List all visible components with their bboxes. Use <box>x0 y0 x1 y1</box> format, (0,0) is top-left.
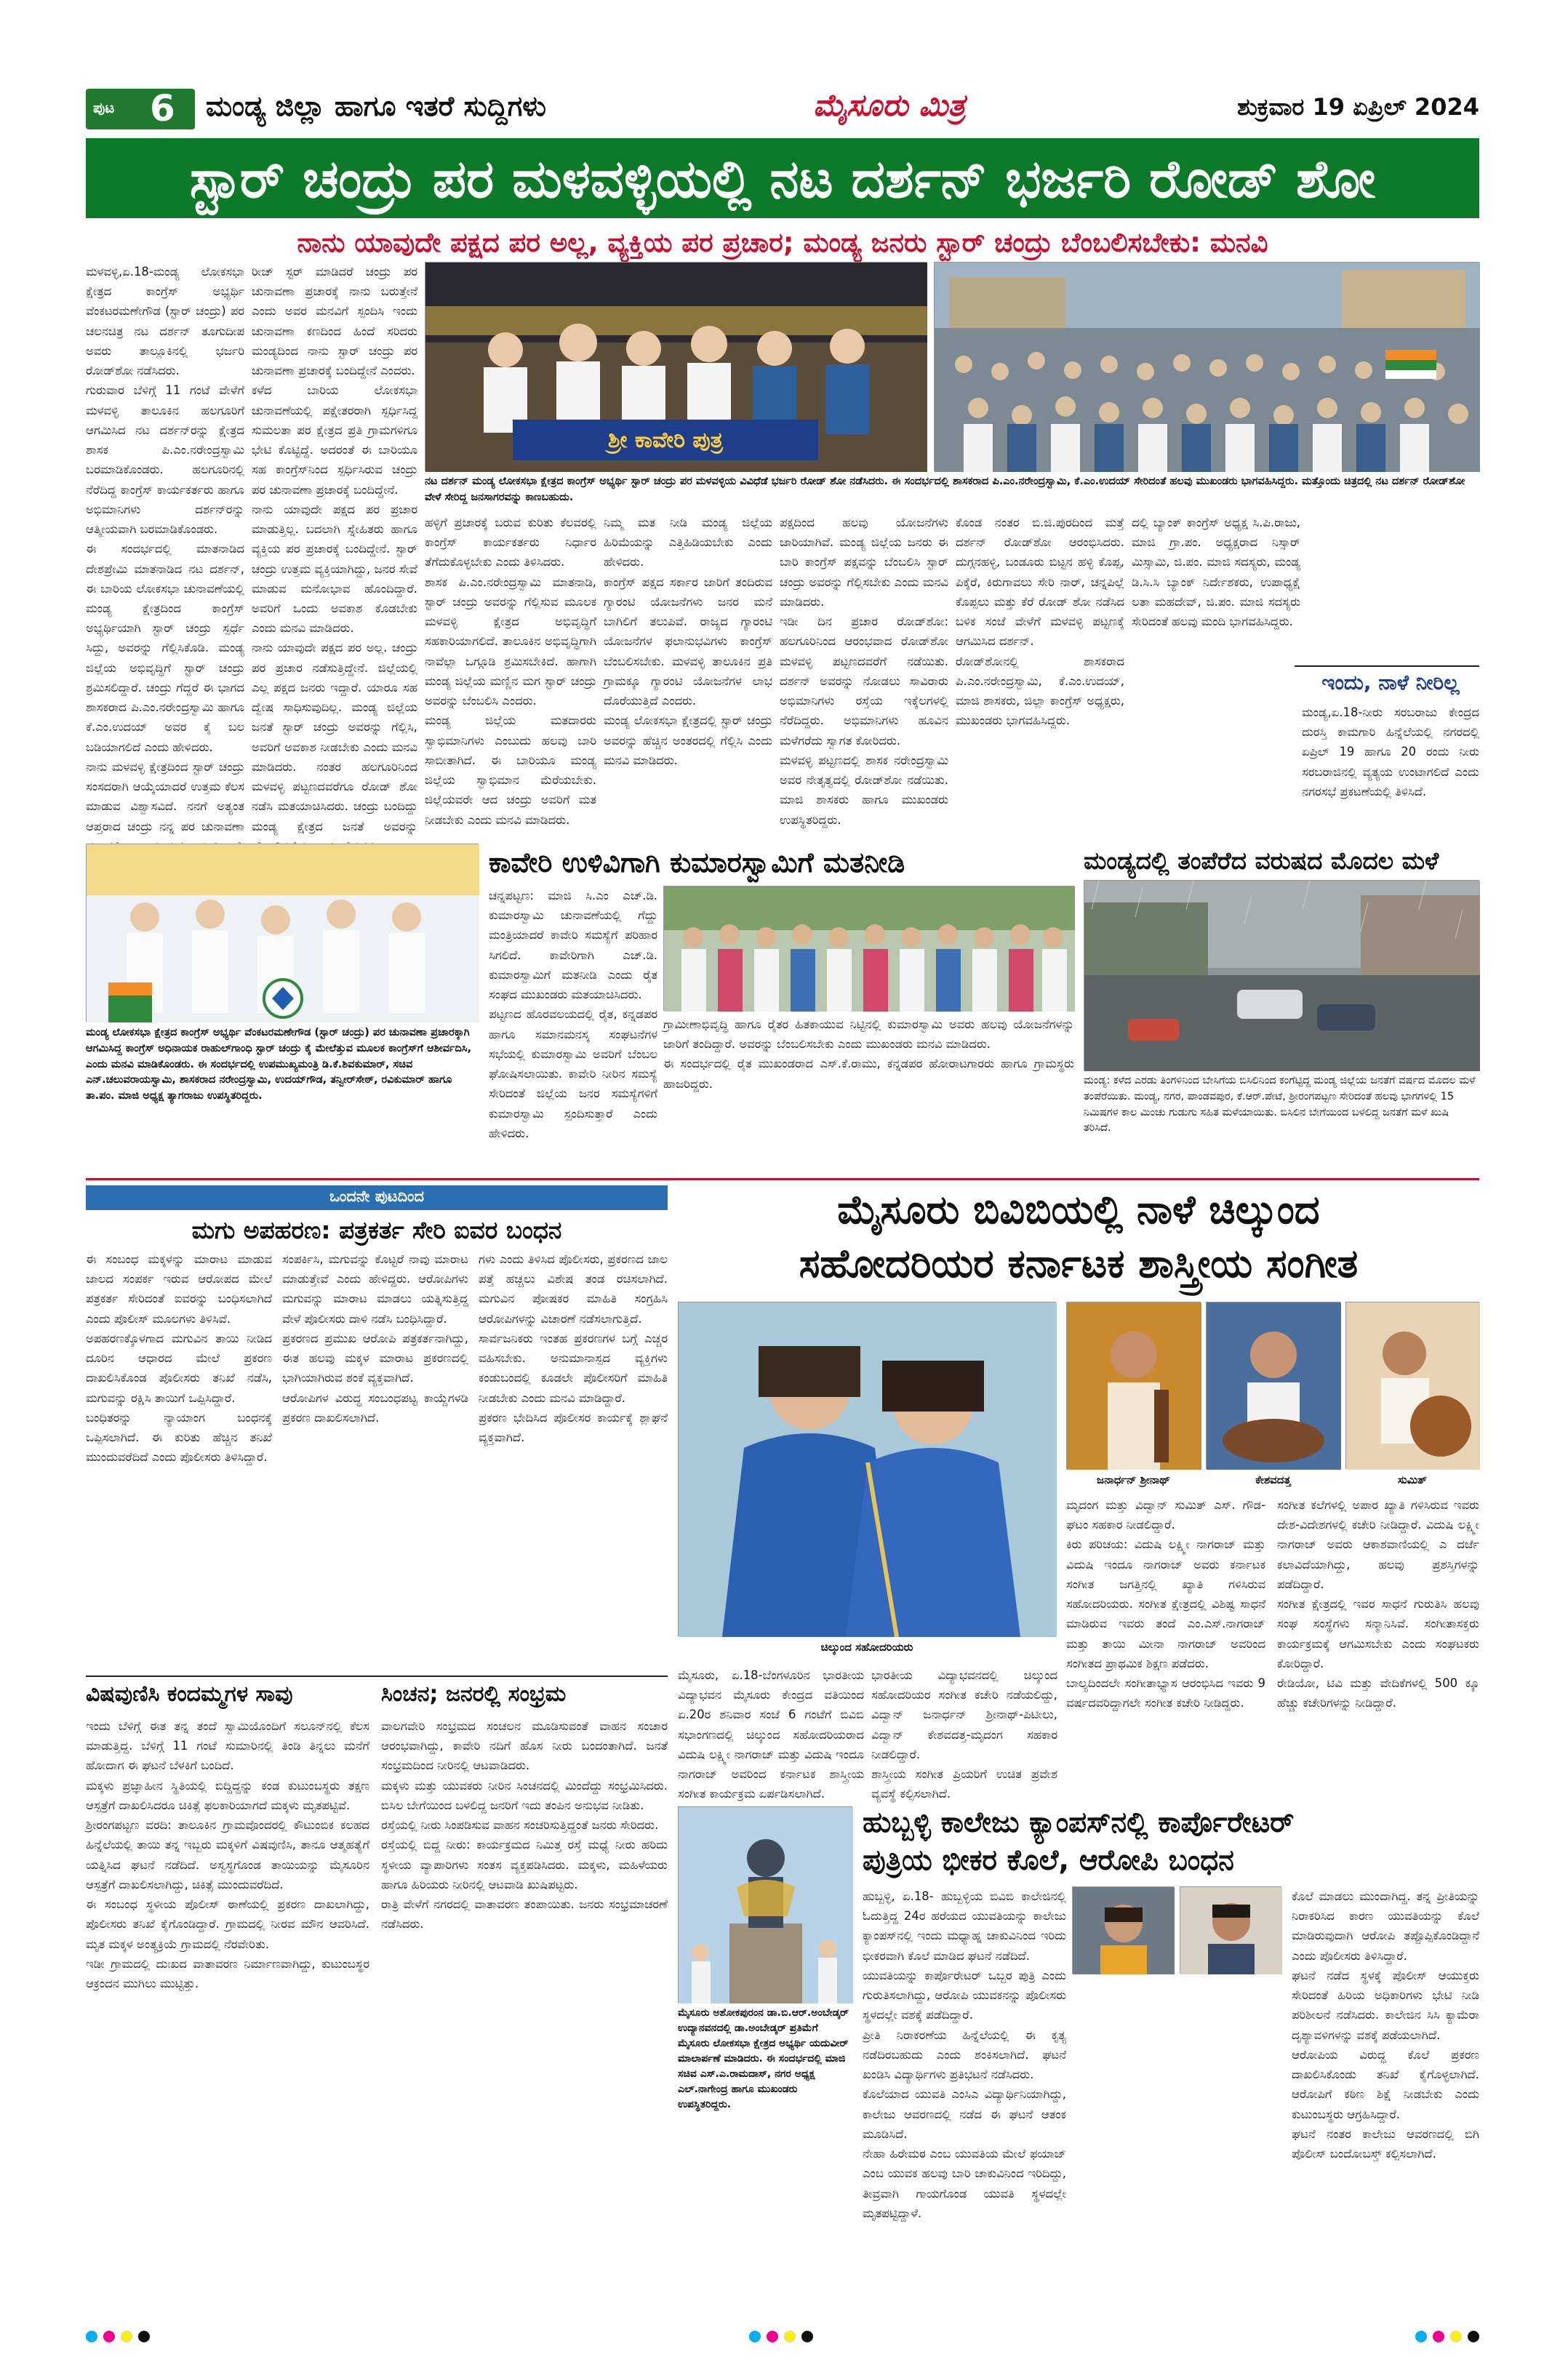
concert-column-1: ಮೃದಂಗ ಮತ್ತು ವಿದ್ವಾನ್ ಸುಮಿತ್ ಎಸ್. ಗೌಡ-ಘಟಂ ಸಹಕಾರ ನೀಡಲಿದ್ದಾರೆ. ಕಿರು ಪರಿಚಯ: ವಿದುಷಿ ಲಕ್ಷ್ಮೀ ನಾಗರಾಜ್ ಮತ್ತು ವಿದುಷಿ ಇಂದೂ ನಾಗರಾಜ್ ಅವರು ಕರ್ನಾಟಕ ಸಂಗೀತ ಜಗತ್ತಿನಲ್ಲಿ ಖ್ಯಾತಿ ಗಳಿಸಿರುವ ಸಹೋದರಿಯರು. ಸಂಗೀತ ಕ್ಷೇತ್ರದಲ್ಲಿ ವಿಶಿಷ್ಟ ಸಾಧನೆ ಮಾಡಿರುವ ಇವರು ತಂದೆ ಎಂ.ಎಸ್.ನಾಗರಾಜ್ ಮತ್ತು ತಾಯಿ ಮೀನಾ ನಾಗರಾಜ್ ಅವರಿಂದ ಸಂಗೀತದ ಪ್ರಾಥಮಿಕ ಶಿಕ್ಷಣ ಪಡೆದರು. ಬಾಲ್ಯದಿಂದಲೇ ಸಂಗೀತಾಭ್ಯಾಸ ಆರಂಭಿಸಿದ ಇವರು 9 ವರ್ಷದವರಿದ್ದಾಗಲೇ ಸಂಗೀತ ಕಚೇರಿ ನೀಡಿದ್ದರು. <box>1066 1498 1265 1710</box>
lead-column-2: ರೀಚ್ ಸ್ಟರ್ ಮಾಡಿದರೆ ಚಂದ್ರು ಪರ ಚುನಾವಣಾ ಪ್ರಚಾರಕ್ಕೆ ನಾನು ಬರುತ್ತೇನೆ ಎಂದು ಅವರ ಮನವಿಗೆ ಸ್ಪಂದಿಸಿ ಇಂದು ಚುನಾವಣಾ ಕಣದಿಂದ ಹಿಂದೆ ಸರಿದರು ಮಂಡ್ಯದಿಂದ ನಾನು ಸ್ಟಾರ್ ಚಂದ್ರು ಪರ ಚುನಾವಣಾ ಪ್ರಚಾರಕ್ಕೆ ಬಂದಿದ್ದೇನೆ ಎಂದರು. ಕಳೆದ ಬಾರಿಯ ಲೋಕಸಭಾ ಚುನಾವಣೆಯಲ್ಲಿ ಪಕ್ಷೇತರರಾಗಿ ಸ್ಪರ್ಧಿಸಿದ್ದ ಸುಮಲತಾ ಪರ ಕ್ಷೇತ್ರದ ಪ್ರತಿ ಗ್ರಾಮಗಳಿಗೂ ಭೇಟಿ ಕೊಟ್ಟಿದ್ದೆ. ಅದರಂತೆ ಈ ಬಾರಿಯೂ ಸಹ ಕಾಂಗ್ರೆಸ್‌ನಿಂದ ಸ್ಪರ್ಧಿಸಿರುವ ಚಂದ್ರು ಪರ ಚುನಾವಣಾ ಪ್ರಚಾರಕ್ಕೆ ಬಂದಿದ್ದೇನೆ. ನಾನು ಯಾವುದೇ ಪಕ್ಷದ ಪರ ಪ್ರಚಾರ ಮಾಡುತ್ತಿಲ್ಲ. ಬದಲಾಗಿ ಸ್ನೇಹಿತರು ಹಾಗೂ ವ್ಯಕ್ತಿಯ ಪರ ಪ್ರಚಾರಕ್ಕೆ ಬಂದಿದ್ದೇನೆ. ಸ್ಟಾರ್ ಚಂದ್ರು ಉತ್ತಮ ವ್ಯಕ್ತಿಯಾಗಿದ್ದು, ಜನರ ಸೇವೆ ಮಾಡುವ ಮನೋಭಾವ ಹೊಂದಿದ್ದಾರೆ. ಅವರಿಗೆ ಒಂದು ಅವಕಾಶ ಕೊಡಬೇಕು ಎಂದು ಮನವಿ ಮಾಡಿದರು. ನಾನು ಯಾವುದೇ ಪಕ್ಷದ ಪರ ಅಲ್ಲ. ಚಂದ್ರು ಪರ ಪ್ರಚಾರ ನಡೆಸುತ್ತಿದ್ದೇನೆ. ಜಿಲ್ಲೆಯಲ್ಲಿ ಎಲ್ಲ ಪಕ್ಷದ ಜನರು ಇದ್ದಾರೆ. ಯಾರೂ ಸಹ ದ್ವೇಷ ಸಾಧಿಸುವುದಿಲ್ಲ. ಮಂಡ್ಯ ಜಿಲ್ಲೆಯ ಜನತೆ ಸ್ಟಾರ್ ಚಂದ್ರು ಅವರನ್ನು ಗೆಲ್ಲಿಸಿ, ಅವರಿಗೆ ಅವಕಾಶ ನೀಡಬೇಕು ಎಂದು ಮನವಿ ಮಾಡಿದರು. ನಂತರ ಹಲಗೂರಿನಿಂದ ಮಳವಳ್ಳಿ ಪಟ್ಟಣದವರೆಗೂ ರೋಡ್ ಶೋ ನಡೆಸಿ ಮತಯಾಚಿಸಿದರು. ಚಂದ್ರು ಬಂದಿದ್ದು ಮಂಡ್ಯ ಕ್ಷೇತ್ರದ ಜನತೆ ಅವರನ್ನು <box>252 265 417 833</box>
artist-2-photo <box>1206 1302 1340 1469</box>
road-show-stage-photo <box>425 262 927 471</box>
statue-image <box>679 1807 853 2003</box>
lead-column-5: ಪಕ್ಷದಿಂದ ಹಲವು ಯೋಜನೆಗಳು ಜಾರಿಯಾಗಿವೆ. ಮಂಡ್ಯ ಜಿಲ್ಲೆಯ ಜನರು ಈ ಬಾರಿ ಕಾಂಗ್ರೆಸ್ ಪಕ್ಷವನ್ನು ಬೆಂಬಲಿಸಿ ಸ್ಟಾರ್ ಚಂದ್ರು ಅವರನ್ನು ಗೆಲ್ಲಿಸಬೇಕು ಎಂದು ಮನವಿ ಮಾಡಿದರು. ಇಡೀ ದಿನ ಪ್ರಚಾರ ರೋಡ್‌ಶೋ: ಹಲಗೂರಿನಿಂದ ಆರಂಭವಾದ ರೋಡ್‌ಶೋ ಮಳವಳ್ಳಿ ಪಟ್ಟಣದವರೆಗೆ ನಡೆಯಿತು. ದರ್ಶನ್ ಅವರನ್ನು ನೋಡಲು ಸಾವಿರಾರು ಅಭಿಮಾನಿಗಳು ರಸ್ತೆಯ ಇಕ್ಕೆಲಗಳಲ್ಲಿ ನೆರೆದಿದ್ದರು. ಅಭಿಮಾನಿಗಳು ಹೂವಿನ ಮಳೆಗರೆದು ಸ್ವಾಗತ ಕೋರಿದರು. ಮಳವಳ್ಳಿ ಪಟ್ಟಣದಲ್ಲಿ ಶಾಸಕ ನರೇಂದ್ರಸ್ವಾಮಿ ಅವರ ನೇತೃತ್ವದಲ್ಲಿ ರೋಡ್‌ಶೋ ನಡೆಯಿತು. ಮಾಜಿ ಶಾಸಕರು ಹಾಗೂ ಮುಖಂಡರು ಉಪಸ್ಥಿತರಿದ್ದರು. <box>780 516 948 827</box>
artist-1-name: ಜನಾರ್ಧನ್ ಶ್ರೀನಾಥ್ <box>1097 1473 1170 1486</box>
kaveri-body: ಚನ್ನಪಟ್ಟಣ: ಮಾಜಿ ಸಿ.ಎಂ ಎಚ್.ಡಿ. ಕುಮಾರಸ್ವಾಮಿ ಚುನಾವಣೆಯಲ್ಲಿ ಗೆದ್ದು ಮಂತ್ರಿಯಾದರೆ ಕಾವೇರಿ ಸಮಸ್ಯೆಗೆ ಪರಿಹಾರ ಸಿಗಲಿದೆ. ಕಾವೇರಿಗಾಗಿ ಎಚ್.ಡಿ. ಕುಮಾರಸ್ವಾಮಿಗೆ ಮತನೀಡಿ ಎಂದು ರೈತ ಸಂಘದ ಮುಖಂಡರು ಮತಯಾಚಿಸಿದರು. ಪಟ್ಟಣದ ಹೊರವಲಯದಲ್ಲಿ ರೈತ, ಕನ್ನಡಪರ ಹಾಗೂ ಸಮಾನಮನಸ್ಕ ಸಂಘಟನೆಗಳ ಸಭೆಯಲ್ಲಿ ಕುಮಾರಸ್ವಾಮಿ ಅವರಿಗೆ ಬೆಂಬಲ ಘೋಷಿಸಲಾಯಿತು. ಕಾವೇರಿ ನೀರಿನ ಸಮಸ್ಯೆ ಸೇರಿದಂತೆ ಜಿಲ್ಲೆಯ ಜನರ ಸಮಸ್ಯೆಗಳಿಗೆ ಕುಮಾರಸ್ವಾಮಿ ಸ್ಪಂದಿಸುತ್ತಾರೆ ಎಂದು ಹೇಳಿದರು. <box>489 889 657 1140</box>
page-number: 6 <box>150 87 175 129</box>
rally-photo <box>86 844 479 1022</box>
victim-image <box>1073 1887 1175 1974</box>
murder-column-2: ಕೊಲೆ ಮಾಡಲು ಮುಂದಾಗಿದ್ದ. ತನ್ನ ಪ್ರೀತಿಯನ್ನು ನಿರಾಕರಿಸಿದ ಕಾರಣ ಯುವತಿಯನ್ನು ಕೊಲೆ ಮಾಡಿರುವುದಾಗಿ ಆರೋಪಿ ತಪ್ಪೊಪ್ಪಿಕೊಂಡಿದ್ದಾನೆ ಎಂದು ಪೊಲೀಸರು ತಿಳಿಸಿದ್ದಾರೆ. ಘಟನೆ ನಡೆದ ಸ್ಥಳಕ್ಕೆ ಪೊಲೀಸ್ ಆಯುಕ್ತರು ಸೇರಿದಂತೆ ಹಿರಿಯ ಅಧಿಕಾರಿಗಳು ಭೇಟಿ ನೀಡಿ ಪರಿಶೀಲನೆ ನಡೆಸಿದರು. ಕಾಲೇಜಿನ ಸಿಸಿ ಕ್ಯಾಮೆರಾ ದೃಶ್ಯಾವಳಿಗಳನ್ನು ವಶಕ್ಕೆ ಪಡೆಯಲಾಗಿದೆ. ಆರೋಪಿಯ ವಿರುದ್ಧ ಕೊಲೆ ಪ್ರಕರಣ ದಾಖಲಿಸಿಕೊಂಡು ತನಿಖೆ ಕೈಗೊಳ್ಳಲಾಗಿದೆ. ಆರೋಪಿಗೆ ಕಠಿಣ ಶಿಕ್ಷೆ ನೀಡಬೇಕು ಎಂದು ಕುಟುಂಬಸ್ಥರು ಆಗ್ರಹಿಸಿದ್ದಾರೆ. ಘಟನೆ ನಂತರ ಕಾಲೇಜು ಆವರಣದಲ್ಲಿ ಬಿಗಿ ಪೊಲೀಸ್ ಬಂದೋಬಸ್ತ್ ಕಲ್ಪಿಸಲಾಗಿದೆ. <box>1292 1889 1479 2161</box>
kaveri-photo <box>663 886 1074 1011</box>
page-badge <box>86 89 195 129</box>
rain-headline: ಮಂಡ್ಯದಲ್ಲಿ ತಂಪೆರೆದ ವರುಷದ ಮೊದಲ ಮಳೆ <box>1084 846 1439 875</box>
concert-column-3: ಮೈಸೂರು, ಏ.18-ಬೆಂಗಳೂರಿನ ಭಾರತೀಯ ವಿದ್ಯಾಭವನ ಮೈಸೂರು ಕೇಂದ್ರದ ವತಿಯಿಂದ ಏ.20ರ ಶನಿವಾರ ಸಂಜೆ 6 ಗಂಟೆಗೆ ಬಿವಿಬಿ ಸಭಾಂಗಣದಲ್ಲಿ ಚಿಲ್ಕುಂದ ಸಹೋದರಿಯರಾದ ವಿದುಷಿ ಲಕ್ಷ್ಮೀ ನಾಗರಾಜ್ ಮತ್ತು ವಿದುಷಿ ಇಂದೂ ನಾಗರಾಜ್ ಅವರಿಂದ ಕರ್ನಾಟಕ ಶಾಸ್ತ್ರೀಯ ಸಂಗೀತ ಕಾರ್ಯಕ್ರಮ ಏರ್ಪಡಿಸಲಾಗಿದೆ. <box>678 1668 864 1801</box>
accused-photo <box>1180 1886 1281 1974</box>
murder-column-1b <box>1072 1978 1283 2294</box>
sisters-photo <box>678 1302 1056 1636</box>
lead-column-7: ದಲ್ಲಿ ಬ್ಯಾಂಕ್ ಕಾಂಗ್ರೆಸ್ ಅಧ್ಯಕ್ಷ ಸಿ.ಪಿ.ರಾಜು, ಮಾಜಿ ಗ್ರಾ.ಪಂ. ಅಧ್ಯಕ್ಷರಾದ ನಿಸ್ಸಾರ್ ಮಿಸ್ಸಾಮಿ, ಜಿ.ಪಂ. ಮಾಜಿ ಸದಸ್ಯರು, ಮಂಡ್ಯ ಡಿ.ಸಿ.ಸಿ ಬ್ಯಾಂಕ್ ನಿರ್ದೇಶಕರು, ಉಪಾಧ್ಯಕ್ಷೆ ಲತಾ ಮಹದೇವ್, ಜಿ.ಪಂ. ಮಾಜಿ ಸದಸ್ಯರು ಸೇರಿದಂತೆ ಹಲವು ಮಂದಿ ಭಾಗವಹಿಸಿದ್ದರು. <box>1132 516 1300 629</box>
lead-column-8 <box>1308 513 1479 658</box>
sisters-caption: ಚಿಲ್ಕುಂದ ಸಹೋದರಿಯರು <box>820 1641 913 1654</box>
kaveri-headline: ಕಾವೇರಿ ಉಳಿವಿಗಾಗಿ ಕುಮಾರಸ್ವಾಮಿಗೆ ಮತನೀಡಿ <box>489 846 905 878</box>
murder-headline-2: ಪುತ್ರಿಯ ಭೀಕರ ಕೊಲೆ, ಆರೋಪಿ ಬಂಧನ <box>863 1844 1234 1877</box>
lead-photo-caption: ನಟ ದರ್ಶನ್ ಮಂಡ್ಯ ಲೋಕಸಭಾ ಕ್ಷೇತ್ರದ ಕಾಂಗ್ರೆಸ್ ಅಭ್ಯರ್ಥಿ ಸ್ಟಾರ್ ಚಂದ್ರು ಪರ ಮಳವಳ್ಳಿಯ ವಿವಿಧೆಡೆ ಭರ್ಜರಿ ರೋಡ್ ಶೋ ನಡೆಸಿದರು. ಈ ಸಂದರ್ಭದಲ್ಲಿ ಶಾಸಕರಾದ ಪಿ.ಎಂ.ನರೇಂದ್ರಸ್ವಾಮಿ, ಕೆ.ಎಂ.ಉದಯ್ ಸೇರಿದಂತೆ ಹಲವು ಮುಖಂಡರು ಭಾಗವಹಿಸಿದ್ದರು. ಮತ್ತೊಂದು ಚಿತ್ರದಲ್ಲಿ ನಟ ದರ್ಶನ್ ರೋಡ್‌ಶೋ ವೇಳೆ ಸೇರಿದ್ದ ಜನಸಾಗರವನ್ನು ಕಾಣಬಹುದು. <box>425 476 1465 503</box>
kidnap-headline: ಮಗು ಅಪಹರಣ: ಪತ್ರಕರ್ತ ಸೇರಿ ಐವರ ಬಂಧನ <box>191 1216 562 1244</box>
water-notice-body: ಮಂಡ್ಯ,ಏ.18-ನೀರು ಸರಬರಾಜು ಕೇಂದ್ರದ ದುರಸ್ತಿ ಕಾಮಗಾರಿ ಹಿನ್ನೆಲೆಯಲ್ಲಿ ನಗರದಲ್ಲಿ ಏಪ್ರಿಲ್ 19 ಹಾಗೂ 20 ರಂದು ನೀರು ಸರಬರಾಜಿನಲ್ಲಿ ವ್ಯತ್ಯಯ ಉಂಟಾಗಲಿದೆ ಎಂದು ನಗರಸಭೆ ಪ್ರಕಟಣೆಯಲ್ಲಿ ತಿಳಿಸಿದೆ. <box>1302 705 1479 798</box>
lower-left-rule <box>86 1676 668 1677</box>
lead-column-6: ಕೊಂಡ ನಂತರ ಬಿ.ಜಿ.ಪುರದಿಂದ ಮತ್ತೆ ದರ್ಶನ್ ರೋಡ್‌ಶೋ ಆರಂಭಿಸಿದರು. ದುಗ್ಗನಹಳ್ಳಿ, ಬಂಡೂರು ಬಿಟ್ಟನ ಹಳ್ಳಿ ಕೊಪ್ಪ, ಪಿಕ್ಕೆರೆ, ಕಿರುಗಾವಲು ಸೇರಿ ನಾರ್, ಚನ್ನಪಿಲ್ಲೆ ಕೊಪ್ಪಲು ಮತ್ತು ಕೆರೆ ರೋಡ್ ಶೋ ನಡೆಸಿದ ಬಳಿಕ ಸಂಜೆ ವೇಳೆಗೆ ಮಳವಳ್ಳಿ ಪಟ್ಟಣಕ್ಕೆ ಆಗಮಿಸಿದ ದರ್ಶನ್. ರೋಡ್‌ಶೋನಲ್ಲಿ ಶಾಸಕರಾದ ಪಿ.ಎಂ.ನರೇಂದ್ರಸ್ವಾಮಿ, ಕೆ.ಎಂ.ಉದಯ್, ಮಾಜಿ ಶಾಸಕರು, ಜಿಲ್ಲಾ ಕಾಂಗ್ರೆಸ್ ಅಧ್ಯಕ್ಷರು, ಮುಖಂಡರು ಭಾಗವಹಿಸಿದ್ದರು. <box>956 516 1124 728</box>
concert-headline-1: ಮೈಸೂರು ಬಿವಿಬಿಯಲ್ಲಿ ನಾಳೆ ಚಿಲ್ಕುಂದ <box>837 1187 1320 1233</box>
artist-3-image <box>1346 1302 1480 1470</box>
kidnap-column-2: ಸಂಪರ್ಕಿಸಿ, ಮಗುವನ್ನು ಕೊಟ್ಟರೆ ನಾವು ಮಾರಾಟ ಮಾಡುತ್ತೇವೆ ಎಂದು ಹೇಳಿದ್ದರು. ಆರೋಪಿಗಳು ಮಗುವನ್ನು ಮಾರಾಟ ಮಾಡಲು ಯತ್ನಿಸುತ್ತಿದ್ದ ವೇಳೆ ಪೊಲೀಸರು ದಾಳಿ ನಡೆಸಿ ಬಂಧಿಸಿದ್ದಾರೆ. ಪ್ರಕರಣದ ಪ್ರಮುಖ ಆರೋಪಿ ಪತ್ರಕರ್ತನಾಗಿದ್ದು, ಈತ ಹಲವು ಮಕ್ಕಳ ಮಾರಾಟ ಪ್ರಕರಣದಲ್ಲಿ ಭಾಗಿಯಾಗಿರುವ ಶಂಕೆ ವ್ಯಕ್ತವಾಗಿದೆ. ಆರೋಪಿಗಳ ವಿರುದ್ಧ ಸಂಬಂಧಪಟ್ಟ ಕಾಯ್ದೆಗಳಡಿ ಪ್ರಕರಣ ದಾಖಲಿಸಲಾಗಿದೆ. <box>282 1252 468 1425</box>
victim-photo <box>1072 1886 1174 1974</box>
kaveri-body-2: ಗ್ರಾಮೀಣಾಭಿವೃದ್ಧಿ ಹಾಗೂ ರೈತರ ಹಿತಕಾಯುವ ನಿಟ್ಟಿನಲ್ಲಿ ಕುಮಾರಸ್ವಾಮಿ ಅವರು ಹಲವು ಯೋಜನೆಗಳನ್ನು ಜಾರಿಗೆ ತಂದಿದ್ದಾರೆ. ಅವರನ್ನು ಬೆಂಬಲಿಸಬೇಕು ಎಂದು ಮುಖಂಡರು ಮನವಿ ಮಾಡಿದರು. ಈ ಸಂದರ್ಭದಲ್ಲಿ ರೈತ ಮುಖಂಡರಾದ ಎಸ್.ಕೆ.ರಾಮು, ಕನ್ನಡಪರ ಹೋರಾಟಗಾರರು ಹಾಗೂ ಗ್ರಾಮಸ್ಥರು ಹಾಜರಿದ್ದರು. <box>663 1017 1074 1091</box>
kidnap-column-1: ಈ ಸಂಬಂಧ ಮಕ್ಕಳನ್ನು ಮಾರಾಟ ಮಾಡುವ ಜಾಲದ ಸಂಪರ್ಕ ಇರುವ ಆರೋಪದ ಮೇಲೆ ಪತ್ರಕರ್ತ ಸೇರಿದಂತೆ ಐವರನ್ನು ಬಂಧಿಸಲಾಗಿದೆ ಎಂದು ಪೊಲೀಸ್ ಮೂಲಗಳು ತಿಳಿಸಿವೆ. ಅಪಹರಣಕ್ಕೊಳಗಾದ ಮಗುವಿನ ತಾಯಿ ನೀಡಿದ ದೂರಿನ ಆಧಾರದ ಮೇಲೆ ಪ್ರಕರಣ ದಾಖಲಿಸಿಕೊಂಡ ಪೊಲೀಸರು ತನಿಖೆ ನಡೆಸಿ, ಮಗುವನ್ನು ರಕ್ಷಿಸಿ ತಾಯಿಗೆ ಒಪ್ಪಿಸಿದ್ದಾರೆ. ಬಂಧಿತರನ್ನು ನ್ಯಾಯಾಂಗ ಬಂಧನಕ್ಕೆ ಒಪ್ಪಿಸಲಾಗಿದೆ. ಈ ಕುರಿತು ಹೆಚ್ಚಿನ ತನಿಖೆ ಮುಂದುವರೆದಿದೆ ಎಂದು ಪೊಲೀಸರು ತಿಳಿಸಿದ್ದಾರೆ. <box>86 1252 272 1465</box>
artist-3-photo <box>1345 1302 1479 1469</box>
death-headline: ವಿಷವುಣಿಸಿ ಕಂದಮ್ಮಗಳ ಸಾವು <box>86 1681 293 1707</box>
water-notice-rule <box>1295 665 1479 667</box>
masthead: ಮೈಸೂರು ಮಿತ್ರ <box>813 87 966 123</box>
rally-image <box>87 844 479 1022</box>
continued-banner <box>86 1185 668 1210</box>
lead-headline: ಸ್ಟಾರ್ ಚಂದ್ರು ಪರ ಮಳವಳ್ಳಿಯಲ್ಲಿ ನಟ ದರ್ಶನ್ ಭರ್ಜರಿ ರೋಡ್ ಶೋ <box>189 148 1376 209</box>
artist-1-image <box>1067 1302 1201 1470</box>
lead-subheadline: ನಾನು ಯಾವುದೇ ಪಕ್ಷದ ಪರ ಅಲ್ಲ, ವ್ಯಕ್ತಿಯ ಪರ ಪ್ರಚಾರ; ಮಂಡ್ಯ ಜನರು ಸ್ಟಾರ್ ಚಂದ್ರು ಬೆಂಬಲಿಸಬೇಕು: ಮನವಿ <box>297 227 1268 258</box>
page-header <box>86 87 1479 131</box>
section-divider <box>86 1178 1479 1180</box>
spray-body: ವಾಲಗವೇರಿ ಸಂಭ್ರಮದ ಸಂಚಲನ ಮೂಡಿಸುವಂತೆ ವಾಹನ ಸಂಚಾರ ಆರಂಭವಾಗಿದ್ದು, ಕಾವೇರಿ ನದಿಗೆ ಹೊಸ ನೀರು ಬಂದಂತಾಗಿದೆ. ಜನತೆ ಸಂಭ್ರಮದಿಂದ ನೀರಿನಲ್ಲಿ ಆಟವಾಡಿದರು. ಮಕ್ಕಳು ಮತ್ತು ಯುವಕರು ನೀರಿನ ಸಿಂಚನದಲ್ಲಿ ಮಿಂದೆದ್ದು ಸಂಭ್ರಮಿಸಿದರು. ಬಿಸಿಲ ಬೇಗೆಯಿಂದ ಬಳಲಿದ್ದ ಜನರಿಗೆ ಇದು ತಂಪಿನ ಅನುಭವ ನೀಡಿತು. ರಸ್ತೆಯಲ್ಲಿ ನೀರು ಸಿಂಪಡಿಸುವ ವಾಹನ ಸಂಚರಿಸುತ್ತಿದ್ದಂತೆ ಜನರು ಸೇರಿದರು. ರಸ್ತೆಯಲ್ಲಿ ಬಿದ್ದ ನೀರು: ಕಾರ್ಯಕ್ರಮದ ನಿಮಿತ್ತ ರಸ್ತೆ ಮಧ್ಯೆ ನೀರು ಹರಿದು ಸ್ಥಳೀಯ ವ್ಯಾಪಾರಿಗಳು ಸಂತಸ ವ್ಯಕ್ತಪಡಿಸಿದರು. ಮಕ್ಕಳು, ಮಹಿಳೆಯರು ಹಾಗೂ ಹಿರಿಯರು ನೀರಿನಲ್ಲಿ ಆಟವಾಡಿ ಖುಷಿಪಟ್ಟರು. ರಾತ್ರಿ ವೇಳೆಗೆ ನಗರದಲ್ಲಿ ವಾತಾವರಣ ತಂಪಾಯಿತು. ಜನರು ಸಂಭ್ರಮಾಚರಣೆ ನಡೆಸಿದರು. <box>381 1719 668 1931</box>
spray-headline: ಸಿಂಚನ; ಜನರಲ್ಲಿ ಸಂಭ್ರಮ <box>381 1681 567 1707</box>
section-title: ಮಂಡ್ಯ ಜಿಲ್ಲಾ ಹಾಗೂ ಇತರೆ ಸುದ್ದಿಗಳು <box>206 90 546 122</box>
concert-column-2: ಸಂಗೀತ ಕಲೆಗಳಲ್ಲಿ ಅಪಾರ ಖ್ಯಾತಿ ಗಳಿಸಿರುವ ಇವರು ದೇಶ-ವಿದೇಶಗಳಲ್ಲಿ ಕಚೇರಿ ನೀಡಿದ್ದಾರೆ. ವಿದುಷಿ ಲಕ್ಷ್ಮೀ ನಾಗರಾಜ್ ಅವರು ಆಕಾಶವಾಣಿಯಲ್ಲಿ ಎ ದರ್ಜೆ ಕಲಾವಿದೆಯಾಗಿದ್ದು, ಹಲವು ಪ್ರಶಸ್ತಿಗಳನ್ನು ಪಡೆದಿದ್ದಾರೆ. ಸಂಗೀತ ಕ್ಷೇತ್ರದಲ್ಲಿ ಇವರ ಸಾಧನೆ ಗುರುತಿಸಿ ಹಲವು ಸಂಘ ಸಂಸ್ಥೆಗಳು ಸನ್ಮಾನಿಸಿವೆ. ಸಂಗೀತಾಸಕ್ತರು ಕಾರ್ಯಕ್ರಮಕ್ಕೆ ಆಗಮಿಸಬೇಕು ಎಂದು ಸಂಘಟಕರು ಕೋರಿದ್ದಾರೆ. ರೇಡಿಯೋ, ಟಿವಿ ಮತ್ತು ವೇದಿಕೆಗಳಲ್ಲಿ 500 ಕ್ಕೂ ಹೆಚ್ಚು ಕಚೇರಿಗಳನ್ನು ನೀಡಿದ್ದಾರೆ. <box>1277 1498 1479 1710</box>
murder-column-1: ಹುಬ್ಬಳ್ಳಿ, ಏ.18- ಹುಬ್ಬಳ್ಳಿಯ ಬಿವಿಬಿ ಕಾಲೇಜಿನಲ್ಲಿ ಓದುತ್ತಿದ್ದ 24ರ ಹರೆಯದ ಯುವತಿಯನ್ನು ಕಾಲೇಜು ಕ್ಯಾಂಪಸ್‌ನಲ್ಲಿ ಇಂದು ಮಧ್ಯಾಹ್ನ ಚಾಕುವಿನಿಂದ ಇರಿದು ಭೀಕರವಾಗಿ ಕೊಲೆ ಮಾಡಿದ ಘಟನೆ ನಡೆದಿದೆ. ಯುವತಿಯನ್ನು ಕಾರ್ಪೊರೇಟರ್ ಒಬ್ಬರ ಪುತ್ರಿ ಎಂದು ಗುರುತಿಸಲಾಗಿದ್ದು, ಆರೋಪಿ ಯುವಕನನ್ನು ಪೊಲೀಸರು ಸ್ಥಳದಲ್ಲೇ ವಶಕ್ಕೆ ಪಡೆದಿದ್ದಾರೆ. ಪ್ರೀತಿ ನಿರಾಕರಣೆಯ ಹಿನ್ನೆಲೆಯಲ್ಲಿ ಈ ಕೃತ್ಯ ನಡೆದಿರಬಹುದು ಎಂದು ಶಂಕಿಸಲಾಗಿದೆ. ಘಟನೆ ಖಂಡಿಸಿ ವಿದ್ಯಾರ್ಥಿಗಳು ಪ್ರತಿಭಟನೆ ನಡೆಸಿದರು. ಕೊಲೆಯಾದ ಯುವತಿ ಎಂಸಿಎ ವಿದ್ಯಾರ್ಥಿನಿಯಾಗಿದ್ದು, ಕಾಲೇಜು ಆವರಣದಲ್ಲಿ ನಡೆದ ಈ ಘಟನೆ ಆತಂಕ ಮೂಡಿಸಿದೆ. ನೇಹಾ ಹಿರೇಮಠ ಎಂಬ ಯುವತಿಯ ಮೇಲೆ ಫಯಾಜ್ ಎಂಬ ಯುವಕ ಹಲವು ಬಾರಿ ಚಾಕುವಿನಿಂದ ಇರಿದಿದ್ದು, ತೀವ್ರವಾಗಿ ಗಾಯಗೊಂಡ ಯುವತಿ ಸ್ಥಳದಲ್ಲೇ ಮೃತಪಟ್ಟಿದ್ದಾಳೆ. <box>863 1889 1066 2220</box>
lead-column-3: ಹಳ್ಳಿಗೆ ಪ್ರಚಾರಕ್ಕೆ ಬರುವ ಕುರಿತು ಕೆಲವರಲ್ಲಿ ಕಾಂಗ್ರೆಸ್ ಕಾರ್ಯಕರ್ತರು ನಿರ್ಧಾರ ತೆಗೆದುಕೊಳ್ಳಬೇಕು ಎಂದು ತಿಳಿಸಿದರು. ಶಾಸಕ ಪಿ.ಎಂ.ನರೇಂದ್ರಸ್ವಾಮಿ ಮಾತನಾಡಿ, ಸ್ಟಾರ್ ಚಂದ್ರು ಅವರನ್ನು ಗೆಲ್ಲಿಸುವ ಮೂಲಕ ಮಳವಳ್ಳಿ ಕ್ಷೇತ್ರದ ಅಭಿವೃದ್ಧಿಗೆ ಸಹಕಾರಿಯಾಗಲಿದೆ. ತಾಲೂಕಿನ ಅಭಿವೃದ್ಧಿಗಾಗಿ ನಾವೆಲ್ಲಾ ಒಗ್ಗೂಡಿ ಶ್ರಮಿಸಬೇಕಿದೆ. ಹಾಗಾಗಿ ಮಂಡ್ಯ ಜಿಲ್ಲೆಯ ಮಣ್ಣಿನ ಮಗ ಸ್ಟಾರ್ ಚಂದ್ರು ಅವರನ್ನು ಬೆಂಬಲಿಸಿ ಎಂದರು. ಮಂಡ್ಯ ಜಿಲ್ಲೆಯ ಮತದಾರರು ಸ್ವಾಭಿಮಾನಿಗಳು ಎಂಬುದು ಹಲವು ಬಾರಿ ಸಾಬೀತಾಗಿದೆ. ಈ ಬಾರಿಯೂ ಮಂಡ್ಯ ಜಿಲ್ಲೆಯ ಸ್ವಾಭಿಮಾನ ಮೆರೆಯಬೇಕು. ಜಿಲ್ಲೆಯವರೇ ಆದ ಚಂದ್ರು ಅವರಿಗೆ ಮತ ನೀಡಬೇಕು ಎಂದು ಮನವಿ ಮಾಡಿದರು. <box>425 516 596 827</box>
death-body: ಇಂದು ಬೆಳಿಗ್ಗೆ ಈತ ತನ್ನ ತಂದೆ ಸ್ವಾಮಿಯೊಂದಿಗೆ ಸಲೂನ್‌ನಲ್ಲಿ ಕೆಲಸ ಮಾಡುತ್ತಿದ್ದ. ಬೆಳಿಗ್ಗೆ 11 ಗಂಟೆ ಸುಮಾರಿನಲ್ಲಿ ತಿಂಡಿ ತಿನ್ನಲು ಮನೆಗೆ ಹೋದಾಗ ಈ ಘಟನೆ ಬೆಳಕಿಗೆ ಬಂದಿದೆ. ಮಕ್ಕಳು ಪ್ರಜ್ಞಾಹೀನ ಸ್ಥಿತಿಯಲ್ಲಿ ಬಿದ್ದಿದ್ದನ್ನು ಕಂಡ ಕುಟುಂಬಸ್ಥರು ತಕ್ಷಣ ಆಸ್ಪತ್ರೆಗೆ ದಾಖಲಿಸಿದರೂ ಚಿಕಿತ್ಸೆ ಫಲಕಾರಿಯಾಗದೆ ಮಕ್ಕಳು ಮೃತಪಟ್ಟಿವೆ. ಶ್ರೀರಂಗಪಟ್ಟಣ ವರದಿ: ತಾಲೂಕಿನ ಗ್ರಾಮವೊಂದರಲ್ಲಿ ಕೌಟುಂಬಿಕ ಕಲಹದ ಹಿನ್ನೆಲೆಯಲ್ಲಿ ತಾಯಿ ತನ್ನ ಇಬ್ಬರು ಮಕ್ಕಳಿಗೆ ವಿಷವುಣಿಸಿ, ತಾನೂ ಆತ್ಮಹತ್ಯೆಗೆ ಯತ್ನಿಸಿದ ಘಟನೆ ನಡೆದಿದೆ. ಅಸ್ವಸ್ಥಗೊಂಡ ತಾಯಿಯನ್ನು ಮೈಸೂರಿನ ಆಸ್ಪತ್ರೆಗೆ ದಾಖಲಿಸಲಾಗಿದ್ದು, ಚಿಕಿತ್ಸೆ ಮುಂದುವರೆದಿದೆ. ಈ ಸಂಬಂಧ ಸ್ಥಳೀಯ ಪೊಲೀಸ್ ಠಾಣೆಯಲ್ಲಿ ಪ್ರಕರಣ ದಾಖಲಾಗಿದ್ದು, ಪೊಲೀಸರು ತನಿಖೆ ಕೈಗೊಂಡಿದ್ದಾರೆ. ಗ್ರಾಮದಲ್ಲಿ ನೀರವ ಮೌನ ಆವರಿಸಿದೆ. ಮೃತ ಮಕ್ಕಳ ಅಂತ್ಯಕ್ರಿಯೆ ಗ್ರಾಮದಲ್ಲಿ ನೆರವೇರಿತು. ಇಡೀ ಗ್ರಾಮದಲ್ಲಿ ದುಃಖದ ವಾತಾವರಣ ನಿರ್ಮಾಣವಾಗಿದ್ದು, ಕುಟುಂಬಸ್ಥರ ಆಕ್ರಂದನ ಮುಗಿಲು ಮುಟ್ಟಿತ್ತು. <box>86 1719 369 1991</box>
artist-3-name: ಸುಮಿತ್ <box>1398 1473 1427 1486</box>
road-show-crowd-photo <box>934 262 1479 471</box>
artist-2-name: ಕೇಶವದತ್ತ <box>1255 1473 1291 1486</box>
sisters-image <box>679 1302 1057 1637</box>
lead-headline-band <box>86 138 1479 218</box>
rain-photo <box>1084 880 1479 1070</box>
artist-2-image <box>1207 1302 1341 1470</box>
concert-column-4: ಭಾರತೀಯ ವಿದ್ಯಾಭವನದಲ್ಲಿ ಚಿಲ್ಕುಂದ ಸಹೋದರಿಯರ ಸಂಗೀತ ಕಚೇರಿ ನಡೆಯಲಿದ್ದು, ವಿದ್ವಾನ್ ಜನಾರ್ಧನ್ ಶ್ರೀನಾಥ್-ಪಿಟೀಲು, ವಿದ್ವಾನ್ ಕೇಶವದತ್ತ-ಮೃದಂಗ ಸಹಕಾರ ನೀಡಲಿದ್ದಾರೆ. ಶಾಸ್ತ್ರೀಯ ಸಂಗೀತ ಪ್ರಿಯರಿಗೆ ಉಚಿತ ಪ್ರವೇಶ ವ್ಯವಸ್ಥೆ ಕಲ್ಪಿಸಲಾಗಿದೆ. <box>871 1668 1057 1801</box>
issue-date: ಶುಕ್ರವಾರ 19 ಏಪ್ರಿಲ್ 2024 <box>1237 93 1479 121</box>
accused-image <box>1180 1887 1282 1974</box>
water-notice-headline: ಇಂದು, ನಾಳೆ ನೀರಿಲ್ಲ <box>1321 670 1460 694</box>
lead-column-4: ನಿಮ್ಮ ಮತ ನೀಡಿ ಮಂಡ್ಯ ಜಿಲ್ಲೆಯ ಹಿರಿಮೆಯನ್ನು ಎತ್ತಿಹಿಡಿಯಬೇಕು ಎಂದು ಹೇಳಿದರು. ಕಾಂಗ್ರೆಸ್ ಪಕ್ಷದ ಸರ್ಕಾರ ಜಾರಿಗೆ ತಂದಿರುವ ಗ್ಯಾರಂಟಿ ಯೋಜನೆಗಳು ಜನರ ಮನೆ ಬಾಗಿಲಿಗೆ ತಲುಪಿವೆ. ರಾಜ್ಯದ ಗ್ಯಾರಂಟಿ ಯೋಜನೆಗಳ ಫಲಾನುಭವಿಗಳು ಕಾಂಗ್ರೆಸ್ ಬೆಂಬಲಿಸಬೇಕು. ಮಳವಳ್ಳಿ ತಾಲೂಕಿನ ಪ್ರತಿ ಗ್ರಾಮಕ್ಕೂ ಗ್ಯಾರಂಟಿ ಯೋಜನೆಗಳ ಲಾಭ ದೊರೆಯುತ್ತಿದೆ ಎಂದರು. ಮಂಡ್ಯ ಲೋಕಸಭಾ ಕ್ಷೇತ್ರದಲ್ಲಿ ಸ್ಟಾರ್ ಚಂದ್ರು ಅವರನ್ನು ಹೆಚ್ಚಿನ ಅಂತರದಲ್ಲಿ ಗೆಲ್ಲಿಸಿ ಎಂದು ಮನವಿ ಮಾಡಿದರು. <box>604 516 772 767</box>
kaveri-image <box>664 886 1075 1012</box>
rain-caption: ಮಂಡ್ಯ: ಕಳೆದ ಎರಡು ತಿಂಗಳಿನಿಂದ ಬೇಸಿಗೆಯ ಬಿಸಿಲಿನಿಂದ ಕಂಗೆಟ್ಟಿದ್ದ ಮಂಡ್ಯ ಜಿಲ್ಲೆಯ ಜನತೆಗೆ ವರ್ಷದ ಮೊದಲ ಮಳೆ ತಂಪೆರೆಯಿತು. ಮಂಡ್ಯ, ನಗರ, ಪಾಂಡವಪುರ, ಕೆ.ಆರ್.ಪೇಟೆ, ಶ್ರೀರಂಗಪಟ್ಟಣ ಸೇರಿದಂತೆ ಹಲವು ಭಾಗಗಳಲ್ಲಿ 15 ನಿಮಿಷಗಳ ಕಾಲ ಮಿಂಚು ಗುಡುಗು ಸಹಿತ ಮಳೆಯಾಯಿತು. ಬಿಸಿಲಿನ ಬೇಗೆಯಿಂದ ಬಳಲಿದ್ದ ಜನತೆಗೆ ಮಳೆ ಖುಷಿ ತರಿಸಿದೆ. <box>1084 1075 1476 1134</box>
stage-banner-text: ಶ್ರೀ ಕಾವೇರಿ ಪುತ್ರ <box>608 428 723 453</box>
artist-1-photo <box>1066 1302 1201 1469</box>
concert-headline-2: ಸಹೋದರಿಯರ ಕರ್ನಾಟಕ ಶಾಸ್ತ್ರೀಯ ಸಂಗೀತ <box>799 1241 1359 1286</box>
kidnap-column-3: ಗಳು ಎಂದು ತಿಳಿಸಿದ ಪೊಲೀಸರು, ಪ್ರಕರಣದ ಜಾಲ ಪತ್ತೆ ಹಚ್ಚಲು ವಿಶೇಷ ತಂಡ ರಚಿಸಲಾಗಿದೆ. ಮಗುವಿನ ಪೋಷಕರ ಮಾಹಿತಿ ಸಂಗ್ರಹಿಸಿ ಆರೋಪಿಗಳನ್ನು ವಿಚಾರಣೆ ನಡೆಸಲಾಗುತ್ತಿದೆ. ಸಾರ್ವಜನಿಕರು ಇಂತಹ ಪ್ರಕರಣಗಳ ಬಗ್ಗೆ ಎಚ್ಚರ ವಹಿಸಬೇಕು. ಅನುಮಾನಾಸ್ಪದ ವ್ಯಕ್ತಿಗಳು ಕಂಡುಬಂದಲ್ಲಿ ಕೂಡಲೇ ಪೊಲೀಸರಿಗೆ ಮಾಹಿತಿ ನೀಡಬೇಕು ಎಂದು ಮನವಿ ಮಾಡಿದ್ದಾರೆ. ಪ್ರಕರಣ ಭೇದಿಸಿದ ಪೊಲೀಸರ ಕಾರ್ಯಕ್ಕೆ ಶ್ಲಾಘನೆ ವ್ಯಕ್ತವಾಗಿದೆ. <box>479 1252 668 1445</box>
murder-headline-1: ಹುಬ್ಬಳ್ಳಿ ಕಾಲೇಜು ಕ್ಯಾಂಪಸ್‌ನಲ್ಲಿ ಕಾರ್ಪೊರೇಟರ್ <box>863 1806 1295 1839</box>
page-label: ಪುಟ <box>93 99 115 116</box>
statue-photo <box>678 1806 852 2003</box>
rain-image <box>1084 881 1480 1071</box>
statue-caption: ಮೈಸೂರು ಅಶೋಕಪುರಂನ ಡಾ.ಬಿ.ಆರ್.ಅಂಬೇಡ್ಕರ್ ಉದ್ಯಾನವನದಲ್ಲಿ ಡಾ.ಅಂಬೇಡ್ಕರ್ ಪ್ರತಿಮೆಗೆ ಮೈಸೂರು ಲೋಕಸಭಾ ಕ್ಷೇತ್ರದ ಅಭ್ಯರ್ಥಿ ಯದುವೀರ್ ಮಾಲಾರ್ಪಣೆ ಮಾಡಿದರು. ಈ ಸಂದರ್ಭದಲ್ಲಿ ಮಾಜಿ ಸಚಿವ ಎಸ್.ಎ.ರಾಮದಾಸ್, ನಗರ ಅಧ್ಯಕ್ಷ ಎಲ್.ನಾಗೇಂದ್ರ ಹಾಗೂ ಮುಖಂಡರು ಉಪಸ್ಥಿತರಿದ್ದರು. <box>678 2007 849 2110</box>
road-show-stage-image <box>425 263 927 472</box>
road-show-crowd-image <box>935 263 1480 472</box>
lead-column-1: ಮಳವಳ್ಳಿ,ಏ.18-ಮಂಡ್ಯ ಲೋಕಸಭಾ ಕ್ಷೇತ್ರದ ಕಾಂಗ್ರೆಸ್ ಅಭ್ಯರ್ಥಿ ವೆಂಕಟರಮಣೇಗೌಡ (ಸ್ಟಾರ್ ಚಂದ್ರು) ಪರ ಚಲನಚಿತ್ರ ನಟ ದರ್ಶನ್ ತೂಗುದೀಪ ಅವರು ತಾಲ್ಲೂಕಿನಲ್ಲಿ ಭರ್ಜರಿ ರೋಡ್‌ಶೋ ನಡೆಸಿದರು. ಗುರುವಾರ ಬೆಳಿಗ್ಗೆ 11 ಗಂಟೆ ವೇಳೆಗೆ ಮಳವಳ್ಳಿ ತಾಲೂಕಿನ ಹಲಗೂರಿಗೆ ಆಗಮಿಸಿದ ನಟ ದರ್ಶನ್‌ರನ್ನು ಕ್ಷೇತ್ರದ ಶಾಸಕ ಪಿ.ಎಂ.ನರೇಂದ್ರಸ್ವಾಮಿ ಬರಮಾಡಿಕೊಂಡರು. ಹಲಗೂರಿನಲ್ಲಿ ನೆರೆದಿದ್ದ ಕಾಂಗ್ರೆಸ್ ಕಾರ್ಯಕರ್ತರು ಹಾಗೂ ಅಭಿಮಾನಿಗಳು ದರ್ಶನ್‌ರನ್ನು ಆತ್ಮೀಯವಾಗಿ ಬರಮಾಡಿಕೊಂಡರು. ಈ ಸಂದರ್ಭದಲ್ಲಿ ಮಾತನಾಡಿದ ದೇಶಪ್ರೇಮಿ ಮಾತನಾಡಿದ ನಟ ದರ್ಶನ್, ಈ ಬಾರಿಯ ಲೋಕಸಭಾ ಚುನಾವಣೆಯಲ್ಲಿ ಮಂಡ್ಯ ಕ್ಷೇತ್ರದಿಂದ ಕಾಂಗ್ರೆಸ್ ಅಭ್ಯರ್ಥಿಯಾಗಿ ಸ್ಟಾರ್ ಚಂದ್ರು ಸ್ಪರ್ಧೆ ಸಿದ್ದು, ಅವರನ್ನು ಗೆಲ್ಲಿಸಿಕೊಡಿ. ಮಂಡ್ಯ ಜಿಲ್ಲೆಯ ಅಭಿವೃದ್ಧಿಗೆ ಸ್ಟಾರ್ ಚಂದ್ರು ಶ್ರಮಿಸಲಿದ್ದಾರೆ. ಚಂದ್ರು ಗೆದ್ದರೆ ಈ ಭಾಗದ ಶಾಸಕರಾದ ಪಿ.ಎಂ.ನರೇಂದ್ರಸ್ವಾಮಿ ಹಾಗೂ ಕೆ.ಎಂ.ಉದಯ್ ಅವರ ಕೈ ಬಲ ಬಡಿಯಾಗಲಿದೆ ಎಂದು ಹೇಳಿದರು. ನಾನು ಮಳವಳ್ಳಿ ಕ್ಷೇತ್ರದಿಂದ ಸ್ಟಾರ್ ಚಂದ್ರು ಸಂಸದರಾಗಿ ಆಯ್ಕೆಯಾದರೆ ಉತ್ತಮ ಕೆಲಸ ಮಾಡುವ ವಿಶ್ವಾಸವಿದೆ. ನನಗೆ ಅತ್ಯಂತ ಆಪ್ತರಾದ ಚಂದ್ರು ನನ್ನ ಪರ ಚುನಾವಣಾ <box>86 265 244 833</box>
rally-caption: ಮಂಡ್ಯ ಲೋಕಸಭಾ ಕ್ಷೇತ್ರದ ಕಾಂಗ್ರೆಸ್ ಅಭ್ಯರ್ಥಿ ವೆಂಕಟರಮಣೇಗೌಡ (ಸ್ಟಾರ್ ಚಂದ್ರು) ಪರ ಚುನಾವಣಾ ಪ್ರಚಾರಕ್ಕಾಗಿ ಆಗಮಿಸಿದ್ದ ಕಾಂಗ್ರೆಸ್ ಅಧಿನಾಯಕ ರಾಹುಲ್‌ಗಾಂಧಿ ಸ್ಟಾರ್ ಚಂದ್ರು ಕೈ ಮೇಲೆತ್ತುವ ಮೂಲಕ ಕಾಂಗ್ರೆಸ್‌ಗೆ ಆಶೀರ್ವದಿಸಿ, ಎಂದು ಮನವಿ ಮಾಡಿಕೊಂಡರು. ಈ ಸಂದರ್ಭದಲ್ಲಿ ಉಪಮುಖ್ಯಮಂತ್ರಿ ಡಿ.ಕೆ.ಶಿವಕುಮಾರ್, ಸಚಿವ ಎನ್.ಚಲುವರಾಯಸ್ವಾಮಿ, ಶಾಸಕರಾದ ನರೇಂದ್ರಸ್ವಾಮಿ, ಉದಯ್‌ಗೌಡ, ತನ್ವೀರ್‌ಸೇಠ್, ರವಿಕುಮಾರ್ ಹಾಗೂ ತಾ.ಪಂ. ಮಾಜಿ ಅಧ್ಯಕ್ಷ ತ್ಯಾಗರಾಜು ಉಪಸ್ಥಿತರಿದ್ದರು. <box>86 1027 472 1102</box>
continued-label: ಒಂದನೇ ಪುಟದಿಂದ <box>329 1188 425 1205</box>
